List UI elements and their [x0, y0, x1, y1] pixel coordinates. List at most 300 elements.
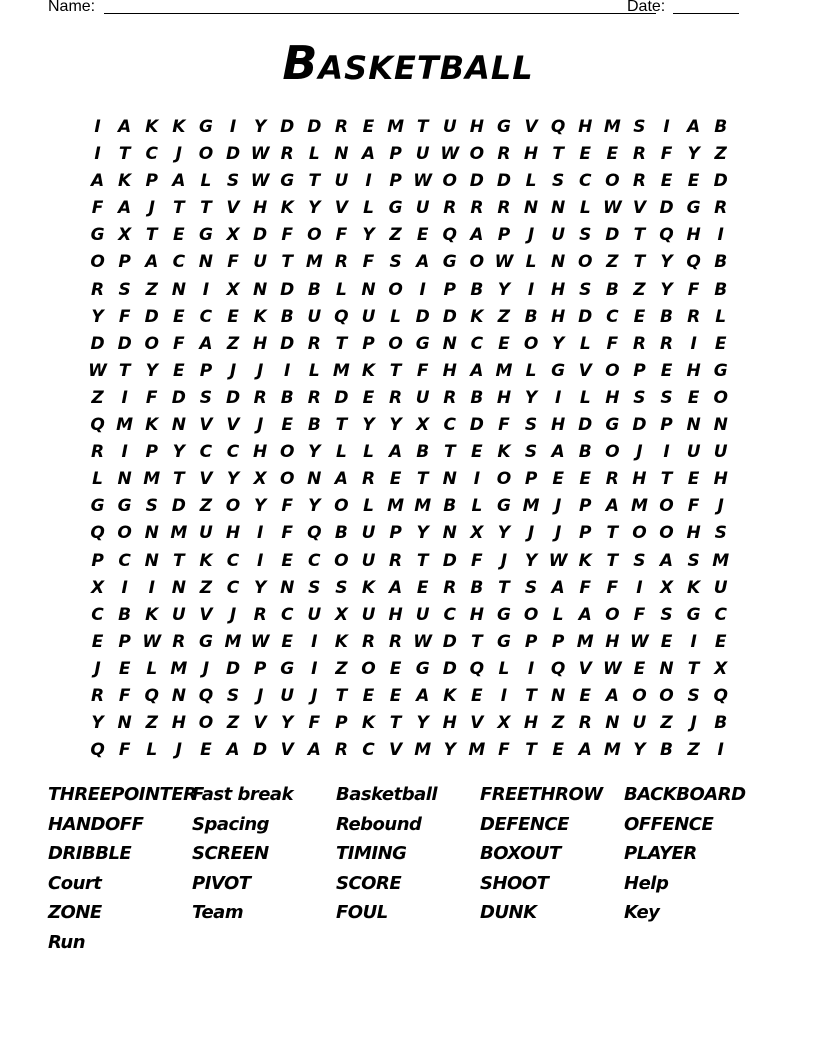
grid-letter: H: [388, 604, 403, 625]
grid-letter: L: [525, 171, 537, 192]
grid-letter: N: [334, 144, 349, 165]
grid-letter: S: [389, 252, 402, 273]
grid-letter: N: [442, 469, 457, 490]
grid-letter: K: [470, 306, 484, 327]
grid-letter: H: [225, 523, 241, 544]
grid-letter: T: [200, 198, 212, 219]
grid-letter: P: [443, 279, 456, 300]
grid-letter: I: [121, 387, 128, 408]
word-row: [48, 900, 768, 930]
grid-letter: Z: [714, 144, 727, 165]
grid-letter: D: [632, 415, 647, 436]
grid-letter: O: [523, 604, 539, 625]
grid-row: [84, 656, 734, 683]
grid-letter: D: [117, 333, 132, 354]
grid-letter: R: [443, 198, 457, 219]
word-list-item: Spacing: [192, 813, 270, 835]
grid-letter: R: [497, 144, 511, 165]
grid-letter: J: [256, 415, 264, 436]
grid-letter: D: [415, 306, 430, 327]
grid-letter: P: [633, 360, 646, 381]
grid-letter: E: [118, 658, 131, 679]
grid-letter: G: [496, 604, 511, 625]
grid-letter: X: [416, 415, 430, 436]
grid-letter: M: [603, 117, 621, 137]
grid-letter: Q: [144, 685, 159, 706]
grid-letter: I: [121, 577, 128, 598]
grid-letter: Q: [686, 252, 701, 273]
grid-letter: O: [632, 685, 647, 706]
grid-letter: B: [470, 387, 484, 408]
grid-letter: R: [632, 333, 646, 354]
grid-letter: M: [170, 523, 188, 544]
grid-letter: G: [198, 631, 213, 652]
grid-letter: H: [605, 387, 620, 408]
grid-letter: C: [470, 333, 484, 354]
grid-letter: C: [443, 604, 456, 625]
grid-letter: K: [145, 415, 159, 436]
grid-letter: O: [659, 523, 674, 544]
grid-letter: T: [389, 360, 402, 381]
grid-letter: A: [388, 577, 403, 598]
grid-letter: P: [524, 631, 538, 652]
grid-letter: L: [552, 604, 564, 625]
grid-letter: C: [714, 604, 727, 625]
grid-letter: Y: [253, 577, 267, 598]
grid-letter: Y: [253, 117, 267, 137]
word-list-item: PIVOT: [192, 872, 251, 894]
grid-letter: S: [552, 171, 565, 192]
grid-letter: I: [419, 279, 426, 300]
grid-letter: K: [199, 550, 213, 571]
grid-letter: B: [714, 279, 728, 300]
grid-letter: X: [226, 225, 240, 246]
grid-letter: C: [280, 604, 294, 625]
grid-letter: M: [468, 740, 486, 761]
grid-letter: I: [121, 442, 128, 463]
grid-letter: D: [171, 387, 186, 408]
grid-letter: F: [281, 496, 294, 517]
grid-letter: R: [632, 144, 646, 165]
grid-letter: R: [470, 198, 484, 219]
grid-letter: Y: [551, 333, 565, 354]
grid-letter: F: [227, 252, 239, 273]
grid-letter: J: [554, 523, 562, 544]
grid-letter: N: [551, 252, 566, 273]
grid-letter: K: [172, 117, 186, 137]
grid-row: [84, 466, 734, 493]
grid-letter: H: [551, 279, 566, 300]
grid-letter: Y: [660, 252, 673, 273]
grid-letter: O: [442, 171, 457, 192]
grid-letter: E: [579, 469, 592, 490]
grid-letter: Y: [91, 306, 104, 327]
grid-letter: T: [660, 469, 673, 490]
grid-letter: N: [171, 577, 186, 598]
grid-letter: J: [311, 685, 318, 706]
grid-letter: R: [443, 577, 457, 598]
grid-letter: P: [551, 631, 565, 652]
grid-letter: D: [442, 658, 457, 679]
grid-letter: H: [686, 360, 701, 381]
grid-letter: X: [659, 577, 674, 598]
grid-letter: I: [663, 117, 670, 137]
grid-letter: X: [118, 225, 132, 246]
grid-letter: R: [389, 550, 403, 571]
grid-letter: P: [389, 171, 402, 192]
grid-letter: R: [443, 387, 457, 408]
grid-letter: S: [714, 523, 727, 544]
grid-letter: E: [416, 577, 429, 598]
grid-letter: I: [717, 740, 724, 761]
grid-letter: X: [497, 713, 511, 734]
grid-row: [84, 277, 734, 304]
grid-letter: R: [361, 469, 376, 490]
grid-letter: T: [173, 550, 185, 571]
grid-letter: U: [199, 523, 213, 544]
word-list-item: HANDOFF: [48, 813, 144, 835]
grid-letter: U: [334, 171, 349, 192]
grid-letter: U: [307, 604, 322, 625]
grid-letter: G: [551, 360, 566, 381]
word-list-item: BOXOUT: [480, 843, 561, 864]
grid-letter: O: [144, 333, 159, 354]
grid-letter: Q: [442, 225, 457, 246]
grid-letter: D: [496, 171, 512, 192]
grid-letter: N: [442, 333, 457, 354]
grid-letter: H: [632, 469, 647, 490]
grid-letter: H: [252, 442, 268, 463]
grid-letter: Q: [550, 117, 566, 137]
grid-letter: E: [498, 333, 510, 354]
grid-letter: H: [551, 415, 566, 436]
grid-letter: H: [686, 225, 701, 246]
grid-letter: Z: [145, 279, 158, 300]
grid-row: [84, 710, 734, 737]
grid-letter: Z: [226, 713, 240, 734]
grid-letter: H: [442, 360, 457, 381]
grid-letter: N: [252, 279, 268, 300]
grid-letter: O: [117, 523, 132, 544]
grid-letter: V: [226, 415, 240, 436]
grid-letter: M: [495, 360, 513, 381]
grid-letter: I: [473, 469, 481, 490]
grid-letter: E: [416, 225, 429, 246]
grid-letter: D: [469, 415, 484, 436]
grid-letter: G: [117, 496, 132, 517]
grid-letter: D: [171, 496, 186, 517]
grid-letter: C: [199, 442, 213, 463]
grid-letter: S: [524, 415, 538, 436]
grid-letter: T: [416, 550, 429, 571]
grid-letter: A: [470, 225, 484, 246]
word-list-item: FOUL: [336, 902, 388, 923]
grid-letter: R: [389, 631, 403, 652]
grid-row: [84, 249, 734, 276]
grid-letter: P: [253, 658, 267, 679]
grid-letter: M: [143, 469, 161, 490]
grid-letter: I: [690, 631, 697, 652]
grid-letter: N: [551, 685, 566, 706]
grid-letter: N: [442, 523, 457, 544]
grid-letter: G: [415, 658, 430, 679]
grid-letter: M: [332, 360, 350, 381]
grid-letter: A: [145, 252, 159, 273]
grid-letter: C: [443, 415, 456, 436]
grid-letter: S: [660, 387, 673, 408]
grid-letter: N: [171, 685, 186, 706]
grid-letter: Y: [253, 496, 267, 517]
grid-letter: N: [280, 577, 295, 598]
grid-letter: E: [173, 306, 185, 327]
grid-letter: U: [361, 523, 376, 544]
grid-letter: E: [714, 631, 727, 652]
grid-letter: A: [551, 442, 565, 463]
grid-letter: O: [578, 252, 593, 273]
grid-letter: O: [605, 171, 620, 192]
grid-row: [84, 304, 734, 331]
grid-letter: W: [494, 252, 514, 273]
grid-letter: I: [690, 333, 697, 354]
grid-letter: P: [118, 631, 131, 652]
grid-letter: B: [416, 442, 430, 463]
grid-letter: E: [389, 685, 402, 706]
grid-letter: U: [713, 577, 728, 598]
grid-letter: N: [605, 713, 620, 734]
grid-letter: B: [605, 279, 619, 300]
grid-letter: Q: [307, 523, 322, 544]
grid-letter: B: [118, 604, 132, 625]
grid-letter: L: [579, 333, 591, 354]
grid-letter: T: [443, 442, 456, 463]
grid-letter: D: [225, 658, 241, 679]
grid-letter: S: [199, 387, 213, 408]
grid-letter: G: [90, 225, 105, 246]
grid-letter: E: [389, 469, 402, 490]
grid-letter: D: [144, 306, 159, 327]
grid-letter: P: [335, 713, 348, 734]
grid-letter: E: [552, 469, 564, 490]
grid-letter: J: [229, 604, 237, 625]
grid-letter: D: [605, 225, 620, 246]
date-label: Date:: [627, 0, 666, 15]
grid-letter: T: [552, 144, 564, 165]
grid-letter: N: [144, 523, 159, 544]
grid-letter: F: [91, 198, 104, 219]
word-row: [48, 812, 768, 842]
grid-letter: F: [660, 144, 673, 165]
grid-letter: L: [92, 469, 103, 490]
grid-letter: T: [308, 171, 321, 192]
grid-letter: U: [415, 387, 430, 408]
grid-row: [84, 114, 734, 141]
grid-letter: T: [335, 685, 348, 706]
grid-letter: B: [660, 306, 673, 327]
grid-letter: U: [415, 198, 430, 219]
grid-letter: P: [579, 523, 592, 544]
grid-letter: E: [173, 360, 185, 381]
grid-letter: N: [686, 415, 701, 436]
grid-letter: G: [496, 117, 511, 137]
grid-letter: L: [308, 360, 320, 381]
grid-letter: L: [579, 387, 591, 408]
grid-letter: T: [498, 577, 510, 598]
grid-letter: L: [335, 442, 347, 463]
grid-letter: L: [390, 306, 401, 327]
grid-letter: O: [334, 550, 349, 571]
grid-letter: R: [659, 333, 674, 354]
grid-letter: H: [523, 144, 539, 165]
grid-letter: Y: [362, 225, 375, 246]
word-list-item: Court: [48, 872, 102, 894]
grid-letter: Y: [308, 496, 321, 517]
grid-letter: D: [253, 740, 268, 761]
grid-letter: B: [470, 279, 484, 300]
grid-letter: A: [90, 171, 105, 192]
grid-letter: B: [714, 117, 728, 137]
grid-letter: L: [363, 198, 374, 219]
grid-letter: K: [118, 171, 132, 192]
grid-letter: L: [498, 658, 510, 679]
grid-letter: Y: [416, 523, 429, 544]
grid-letter: T: [471, 631, 483, 652]
grid-letter: O: [523, 333, 539, 354]
grid-letter: B: [307, 279, 321, 300]
grid-letter: C: [606, 306, 619, 327]
grid-letter: R: [605, 469, 619, 490]
grid-letter: I: [256, 550, 264, 571]
grid-letter: N: [361, 279, 376, 300]
grid-letter: O: [388, 333, 403, 354]
grid-letter: N: [117, 469, 132, 490]
grid-letter: Y: [416, 713, 429, 734]
grid-letter: P: [199, 360, 213, 381]
grid-letter: A: [388, 442, 403, 463]
grid-letter: R: [714, 198, 728, 219]
grid-letter: P: [145, 442, 158, 463]
grid-letter: N: [171, 279, 186, 300]
grid-letter: B: [714, 713, 728, 734]
grid-letter: R: [578, 713, 592, 734]
grid-letter: R: [361, 631, 376, 652]
grid-letter: E: [552, 740, 564, 761]
grid-letter: O: [279, 469, 295, 490]
grid-letter: C: [362, 740, 375, 761]
grid-letter: U: [713, 442, 728, 463]
grid-letter: D: [578, 306, 593, 327]
grid-letter: I: [311, 658, 318, 679]
grid-letter: R: [172, 631, 186, 652]
grid-letter: M: [414, 740, 432, 761]
grid-row: [84, 412, 734, 439]
grid-letter: Y: [226, 469, 240, 490]
grid-letter: F: [145, 387, 158, 408]
grid-letter: J: [500, 550, 508, 571]
grid-letter: I: [284, 360, 291, 381]
grid-letter: G: [686, 604, 701, 625]
grid-letter: G: [605, 415, 620, 436]
grid-letter: H: [605, 631, 620, 652]
grid-letter: E: [714, 333, 727, 354]
grid-row: [84, 737, 734, 764]
grid-letter: K: [145, 117, 159, 137]
grid-letter: H: [442, 713, 457, 734]
grid-letter: V: [199, 469, 213, 490]
grid-letter: L: [363, 496, 374, 517]
grid-row: [84, 575, 734, 602]
grid-letter: C: [226, 577, 240, 598]
grid-letter: S: [633, 387, 646, 408]
grid-letter: F: [173, 333, 185, 354]
grid-letter: R: [334, 252, 348, 273]
grid-letter: F: [118, 685, 131, 706]
grid-letter: W: [250, 144, 270, 165]
grid-letter: I: [527, 279, 535, 300]
grid-letter: G: [280, 171, 295, 192]
grid-letter: E: [173, 225, 185, 246]
grid-letter: E: [606, 144, 619, 165]
grid-letter: O: [659, 496, 674, 517]
grid-letter: M: [305, 252, 323, 273]
grid-letter: S: [226, 685, 240, 706]
grid-letter: K: [443, 685, 457, 706]
grid-letter: O: [605, 442, 620, 463]
word-list-item: PLAYER: [624, 843, 697, 864]
grid-letter: Y: [443, 740, 456, 761]
grid-letter: O: [659, 685, 674, 706]
word-list-item: BACKBOARD: [624, 784, 746, 805]
grid-letter: F: [606, 333, 619, 354]
grid-row: [84, 358, 734, 385]
grid-letter: Y: [524, 387, 538, 408]
grid-letter: U: [361, 306, 376, 327]
grid-letter: T: [525, 740, 537, 761]
grid-letter: C: [226, 550, 240, 571]
word-list-item: SCORE: [336, 872, 402, 894]
grid-letter: R: [334, 117, 348, 137]
grid-letter: B: [280, 306, 294, 327]
word-list: [48, 782, 768, 959]
word-list-item: Basketball: [336, 784, 438, 805]
grid-letter: W: [440, 144, 460, 165]
grid-letter: O: [307, 225, 322, 246]
grid-letter: N: [144, 550, 159, 571]
word-list-item: Team: [192, 902, 244, 923]
grid-letter: K: [334, 631, 348, 652]
grid-letter: X: [714, 658, 728, 679]
grid-letter: A: [578, 740, 592, 761]
grid-letter: L: [525, 360, 537, 381]
grid-letter: I: [636, 577, 643, 598]
grid-row: [84, 168, 734, 195]
grid-letter: A: [226, 740, 240, 761]
grid-letter: A: [118, 117, 132, 137]
grid-letter: A: [172, 171, 186, 192]
grid-letter: I: [229, 117, 237, 137]
grid-letter: R: [253, 604, 267, 625]
grid-letter: M: [576, 631, 594, 652]
grid-letter: W: [88, 360, 107, 381]
grid-letter: N: [198, 252, 214, 273]
grid-letter: O: [279, 442, 295, 463]
grid-letter: J: [229, 360, 237, 381]
grid-letter: E: [633, 306, 646, 327]
grid-letter: P: [389, 523, 402, 544]
grid-letter: D: [469, 171, 484, 192]
grid-letter: R: [280, 144, 294, 165]
grid-letter: D: [280, 333, 295, 354]
grid-letter: G: [280, 658, 295, 679]
